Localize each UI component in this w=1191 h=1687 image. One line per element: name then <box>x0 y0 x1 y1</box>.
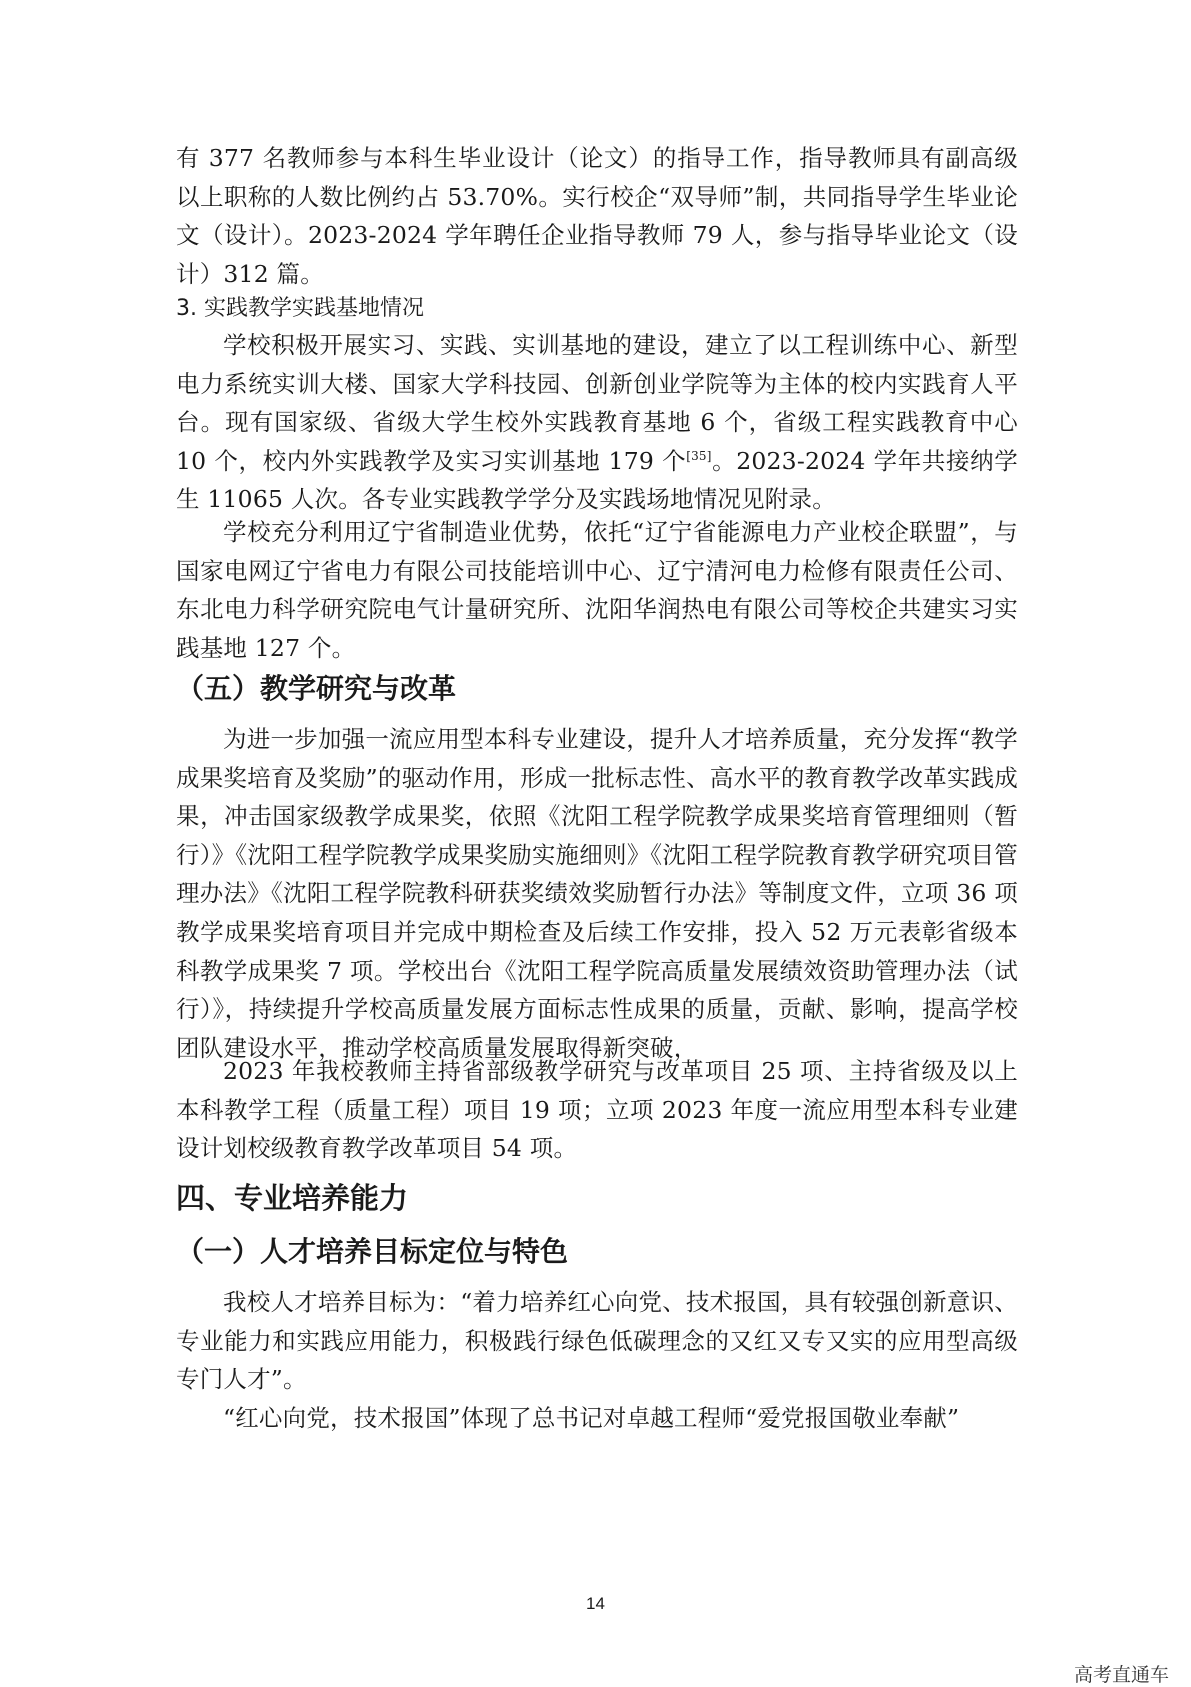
paragraph-reform-1 <box>176 720 1018 1067</box>
paragraph-text: “红心向党，技术报国”体现了总书记对卓越工程师“爱党报国敬业奉献” <box>223 1404 960 1432</box>
paragraph-practice-base-1 <box>176 326 1018 519</box>
paragraph-text: 为进一步加强一流应用型本科专业建设，提升人才培养质量，充分发挥“教学成果奖培育及奖励”的驱动作用，形成一批标志性、高水平的教育教学改革实践成果，冲击国家级教学成果奖，依照《沈阳工程学院教学成果奖培育管理细则（暂行）》《沈阳工程学院教学成果奖励实施细则》《沈阳工程学院教育教学研究项目管理办法》《沈阳工程学院教科研获奖绩效奖励暂行办法》等制度文件，立项 36 项教学成果奖培育项目并完成中期检查及后续工作安排，投入 52 万元表彰省级本科教学成果奖 7 项。学校出台《沈阳工程学院高质量发展绩效资助管理办法（试行）》，持续提升学校高质量发展方面标志性成果的质量，贡献、影响，提高学校团队建设水平，推动学校高质量发展取得新突破， <box>176 725 1018 1062</box>
paragraph-goal-1 <box>176 1283 1018 1399</box>
paragraph-reform-2 <box>176 1052 1018 1168</box>
paragraph-supervisors <box>176 139 1018 293</box>
paragraph-goal-2 <box>176 1399 1018 1438</box>
paragraph-text: 2023 年我校教师主持省部级教学研究与改革项目 25 项、主持省级及以上本科教学工程（质量工程）项目 19 项；立项 2023 年度一流应用型本科专业建设计划校级教育教学改革项目 54 项。 <box>176 1057 1018 1163</box>
paragraph-text: 学校充分利用辽宁省制造业优势，依托“辽宁省能源电力产业校企联盟”，与国家电网辽宁省电力有限公司技能培训中心、辽宁清河电力检修有限责任公司、东北电力科学研究院电气计量研究所、沈阳华润热电有限公司等校企共建实习实践基地 127 个。 <box>176 518 1018 662</box>
subheading-text: 3. 实践教学实践基地情况 <box>176 296 424 321</box>
page-number: 14 <box>586 1594 605 1613</box>
heading-teaching-reform <box>176 669 1018 709</box>
watermark-text: 高考直通车 <box>1073 1664 1169 1686</box>
section-heading: （一）人才培养目标定位与特色 <box>176 1235 569 1268</box>
chapter-heading: 四、专业培养能力 <box>176 1181 409 1215</box>
reference-mark: [35] <box>686 448 712 463</box>
paragraph-practice-base-2 <box>176 513 1018 667</box>
paragraph-text: 学校积极开展实习、实践、实训基地的建设，建立了以工程训练中心、新型电力系统实训大楼、国家大学科技园、创新创业学院等为主体的校内实践育人平台。现有国家级、省级大学生校外实践教育基地 6 个，省级工程实践教育中心 10 个，校内外实践教学及实习实训基地 179 个 <box>176 331 1018 475</box>
heading-talent-goal <box>176 1232 1018 1272</box>
heading-professional-ability <box>176 1178 1018 1218</box>
subheading-practice-base <box>176 290 1018 328</box>
paragraph-text: 有 377 名教师参与本科生毕业设计（论文）的指导工作，指导教师具有副高级以上职称的人数比例约占 53.70%。实行校企“双导师”制，共同指导学生毕业论文（设计）。2023-2024 学年聘任企业指导教师 79 人，参与指导毕业论文（设计）312 篇。 <box>176 144 1018 288</box>
section-heading: （五）教学研究与改革 <box>176 672 457 705</box>
paragraph-text-cont: 。2023-2024 学年共接纳学生 11065 人次。各专业实践教学学分及实践场地情况见附录。 <box>176 446 1018 514</box>
paragraph-text: 我校人才培养目标为：“着力培养红心向党、技术报国，具有较强创新意识、专业能力和实践应用能力，积极践行绿色低碳理念的又红又专又实的应用型高级专门人才”。 <box>176 1288 1018 1394</box>
